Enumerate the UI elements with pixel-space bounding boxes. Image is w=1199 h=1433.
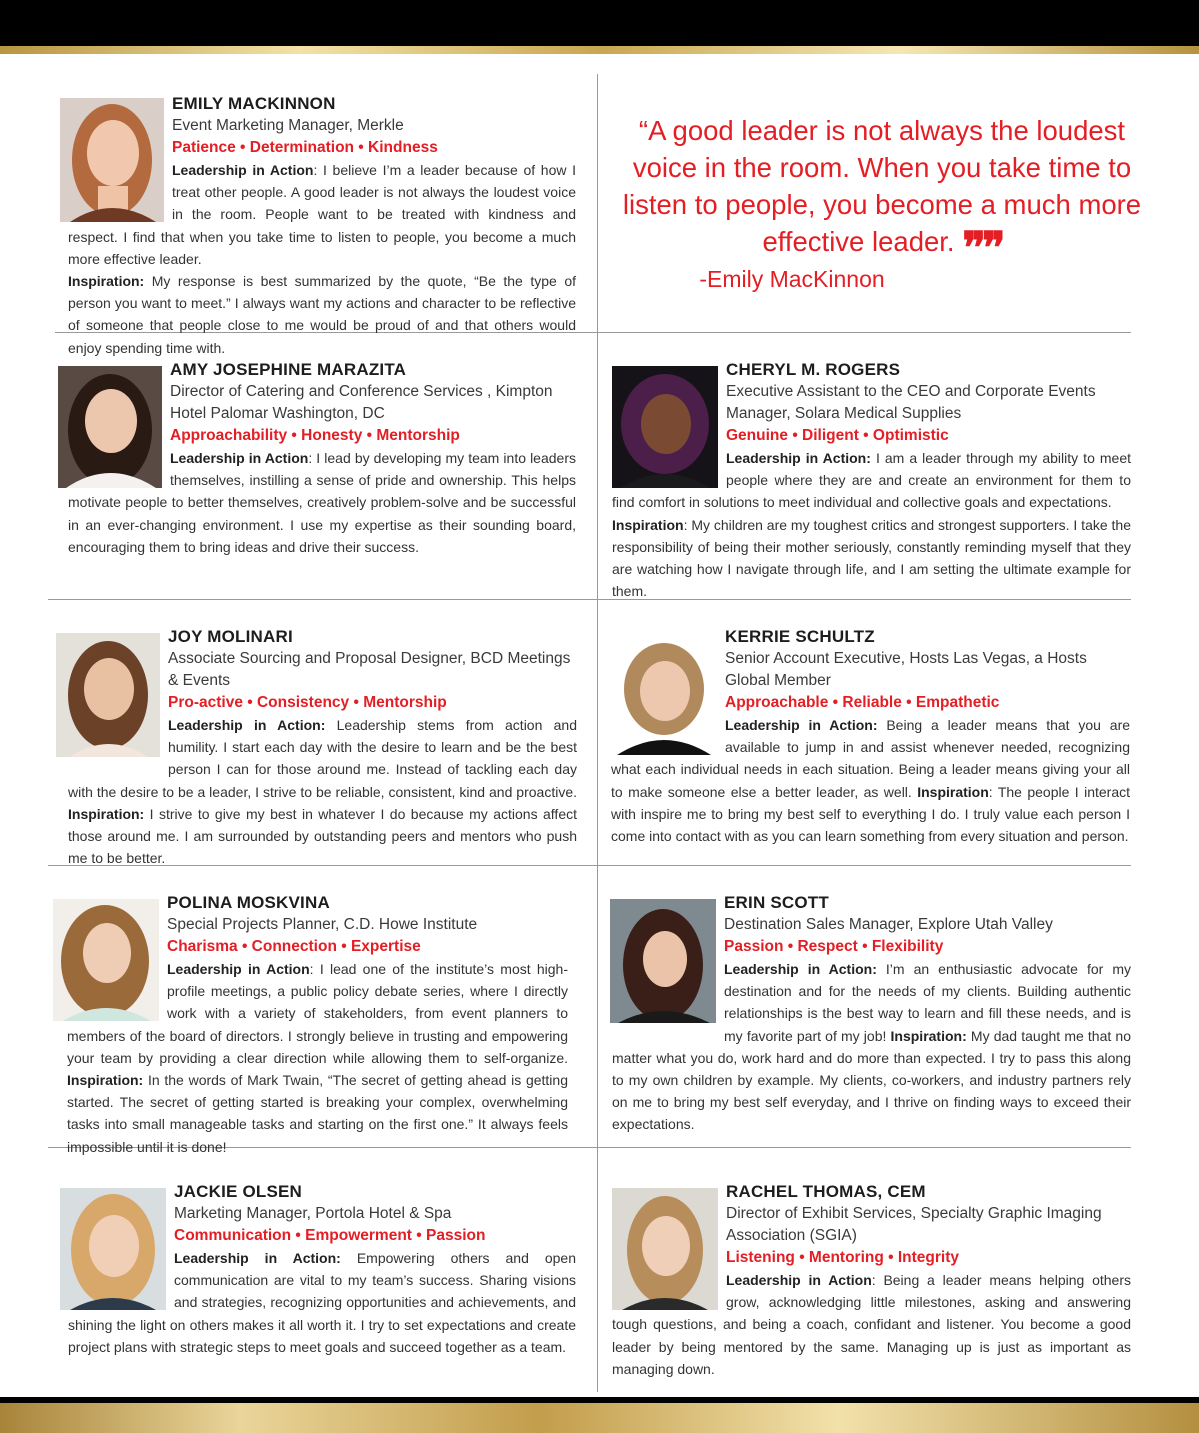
label-separator [325, 717, 336, 733]
inspiration-text: My response is best summarized by the quote, “Be the type of person you want to meet.” I always want my actions and character to be reflective of someone that people close to me would be proud of and that others would enjoy spending time with. [68, 273, 576, 356]
profile-title: Event Marketing Manager, Merkle [172, 117, 404, 134]
inspiration-text: : The people I interact with inspire me to bring my best self to everything I do. I truly value each person I come into contact with as you can learn something from every situation and person. [611, 783, 1130, 845]
leadership-text: Being a leader means helping others grow, acknowledging little milestones, asking and answering tough questions, and being a coach, confidant and listener. You become a good leader by being mentored by the same. Managing up is just as important as managing down. [612, 1272, 1131, 1377]
label-separator [341, 1250, 357, 1266]
profile-title: Director of Exhibit Services, Specialty Graphic Imaging Association (SGIA) [726, 1205, 1102, 1244]
pull-quote [612, 112, 1152, 274]
portrait-photo [53, 899, 159, 1021]
profile-title: Senior Account Executive, Hosts Las Vegas, a Hosts Global Member [725, 650, 1087, 689]
leadership-text: Leadership stems from action and humility. I start each day with the desire to learn and be the best person I can for those around me. Instead of tackling each day with the desire to be a leader, I strive to be reliable, consistent, kind and proactive. [68, 717, 578, 800]
inspiration-text: I strive to give my best in whatever I do because my actions affect those around me. I am surrounded by outstanding peers and mentors who push me to be better. [68, 805, 577, 867]
close-quote-icon: ❞❞ [962, 223, 1002, 274]
profile-name: JOY MOLINARI [168, 627, 293, 646]
profile-title: Director of Catering and Conference Services , Kimpton Hotel Palomar Washington, DC [170, 383, 553, 422]
profile-name: RACHEL THOMAS, CEM [726, 1182, 926, 1201]
leadership-text: I lead one of the institute’s most high-profile meetings, a public policy debate series, where I directly work with a variety of stakeholders, from event planners to members of the board of directors. I strongly believe in trusting and empowering your team by providing a clear direction while allowing them to self-organize. [67, 961, 568, 1066]
inspiration-label: Inspiration [612, 516, 684, 533]
profile-traits: Communication • Empowerment • Passion [174, 1227, 486, 1244]
bottom-gold-band [0, 1403, 1199, 1433]
profile-title: Marketing Manager, Portola Hotel & Spa [174, 1205, 452, 1222]
profile-traits: Patience • Determination • Kindness [172, 139, 438, 156]
profile-card [68, 625, 577, 869]
label-separator [877, 961, 886, 977]
portrait-photo [612, 1188, 718, 1310]
profile-card [68, 92, 576, 359]
leadership-text: I am a leader through my ability to meet people where they are and create an environment for them to find comfort in solutions to meet individual and collective goals and expectations. [612, 450, 1132, 511]
profile-traits: Genuine • Diligent • Optimistic [726, 427, 949, 444]
profile-traits: Pro-active • Consistency • Mentorship [168, 694, 447, 711]
leadership-text: I believe I’m a leader because of how I treat other people. A good leader is not always the loudest voice in the room. People want to be treated with kindness and respect. I find that when you take time to listen to people, you become a much more effective leader. [68, 162, 576, 267]
label-separator: : [313, 162, 324, 178]
leadership-label: Leadership in Action: [168, 717, 326, 733]
profile-traits: Approachability • Honesty • Mentorship [170, 427, 460, 444]
profile-inspiration [612, 514, 1131, 603]
label-separator: : [871, 1272, 884, 1288]
inspiration-label: Inspiration: [67, 1072, 144, 1089]
profile-name: CHERYL M. ROGERS [726, 360, 901, 379]
profile-card [68, 1180, 576, 1358]
leadership-label: Leadership in Action [726, 1272, 872, 1288]
profile-name: JACKIE OLSEN [174, 1182, 303, 1201]
profile-card [68, 358, 576, 558]
pull-quote-attribution: -Emily MacKinnon [699, 266, 885, 292]
leadership-text: I’m an enthusiastic advocate for my destination and for the needs of my clients. Building authentic relationships is the best way to learn and fill these needs, and is my favorite part of my job! [724, 961, 1132, 1044]
portrait-photo [610, 899, 716, 1023]
profile-card [612, 1180, 1131, 1380]
profile-title: Special Projects Planner, C.D. Howe Institute [167, 916, 478, 933]
leadership-text: I lead by developing my team into leaders themselves, instilling a sense of pride and ownership. This helps motivate people to better themselves, creatively problem-solve and be successful in an ever-changing environment. I use my expertise as their sounding board, encouraging them to bring ideas and drive their success. [68, 450, 576, 555]
inspiration-label: Inspiration: [890, 1027, 967, 1044]
profile-title: Destination Sales Manager, Explore Utah Valley [724, 916, 1053, 933]
profile-card [67, 891, 568, 1158]
profile-name: KERRIE SCHULTZ [725, 627, 875, 646]
leadership-label: Leadership in Action: [724, 961, 877, 977]
leadership-label: Leadership in Action [170, 450, 309, 466]
profile-name: AMY JOSEPHINE MARAZITA [170, 360, 407, 379]
inspiration-label: Inspiration: [68, 805, 145, 822]
profile-traits: Approachable • Reliable • Empathetic [725, 694, 1000, 711]
profile-card [612, 891, 1131, 1136]
profile-name: POLINA MOSKVINA [167, 893, 330, 912]
profile-title: Executive Assistant to the CEO and Corporate Events Manager, Solara Medical Supplies [726, 383, 1096, 422]
leadership-text: Empowering others and open communication are vital to my team’s success. Sharing visions and strategies, recognizing opportunities and achievements, and shining the light on others makes it all worth it. I try to set expectations and create project plans with strategic steps to meet goals and succeed together as a team. [68, 1250, 577, 1355]
portrait-photo [60, 1188, 166, 1310]
label-separator: : [309, 961, 320, 977]
leadership-label: Leadership in Action: [725, 717, 878, 733]
top-black-bar [0, 0, 1199, 46]
portrait-photo [58, 366, 162, 488]
profile-traits: Listening • Mentoring • Integrity [726, 1249, 960, 1266]
inspiration-label: Inspiration [917, 783, 989, 800]
pull-quote-text: “A good leader is not always the loudest voice in the room. When you take time to listen to people, you become a much more effective leader. [622, 115, 1142, 257]
profile-inspiration [68, 270, 576, 359]
portrait-photo [612, 366, 718, 488]
portrait-photo [611, 633, 717, 755]
inspiration-text: In the words of Mark Twain, “The secret of getting ahead is getting started. The secret of getting started is breaking your complex, overwhelming tasks into small manageable tasks and starting on the first one.” It always feels impossible until it is done! [67, 1072, 568, 1155]
profile-title: Associate Sourcing and Proposal Designer, BCD Meetings & Events [168, 650, 571, 689]
profile-name: EMILY MACKINNON [172, 94, 336, 113]
portrait-photo [56, 633, 160, 757]
leadership-label: Leadership in Action: [726, 450, 871, 466]
inspiration-text: : My children are my toughest critics and strongest supporters. I take the responsibility of being their mother seriously, constantly reminding myself that they are watching how I navigate through life, and I am setting the ultimate example for them. [612, 516, 1131, 600]
leadership-label: Leadership in Action [167, 961, 310, 977]
top-gold-stripe [0, 46, 1199, 54]
label-separator: : [308, 450, 317, 466]
leadership-text: Being a leader means that you are available to jump in and assist whenever needed, recognizing what each individual needs in each situation. Being a leader means giving your all to make someone else a better leader, as well. [611, 717, 1131, 800]
profile-traits: Passion • Respect • Flexibility [724, 938, 944, 955]
profile-name: ERIN SCOTT [724, 893, 829, 912]
profile-card [611, 625, 1130, 847]
profile-card [612, 358, 1131, 602]
leadership-label: Leadership in Action: [174, 1250, 341, 1266]
portrait-photo [60, 98, 164, 222]
inspiration-text: My dad taught me that no matter what you do, work hard and do more than expected. I try to pass this along to my own children by example. My clients, co-workers, and industry partners rely on me to bring my best self everyday, and I thrive on finding ways to exceed their expectations. [612, 1027, 1131, 1133]
inspiration-label: Inspiration: [68, 273, 145, 290]
profile-traits: Charisma • Connection • Expertise [167, 938, 421, 955]
leadership-label: Leadership in Action [172, 162, 314, 178]
